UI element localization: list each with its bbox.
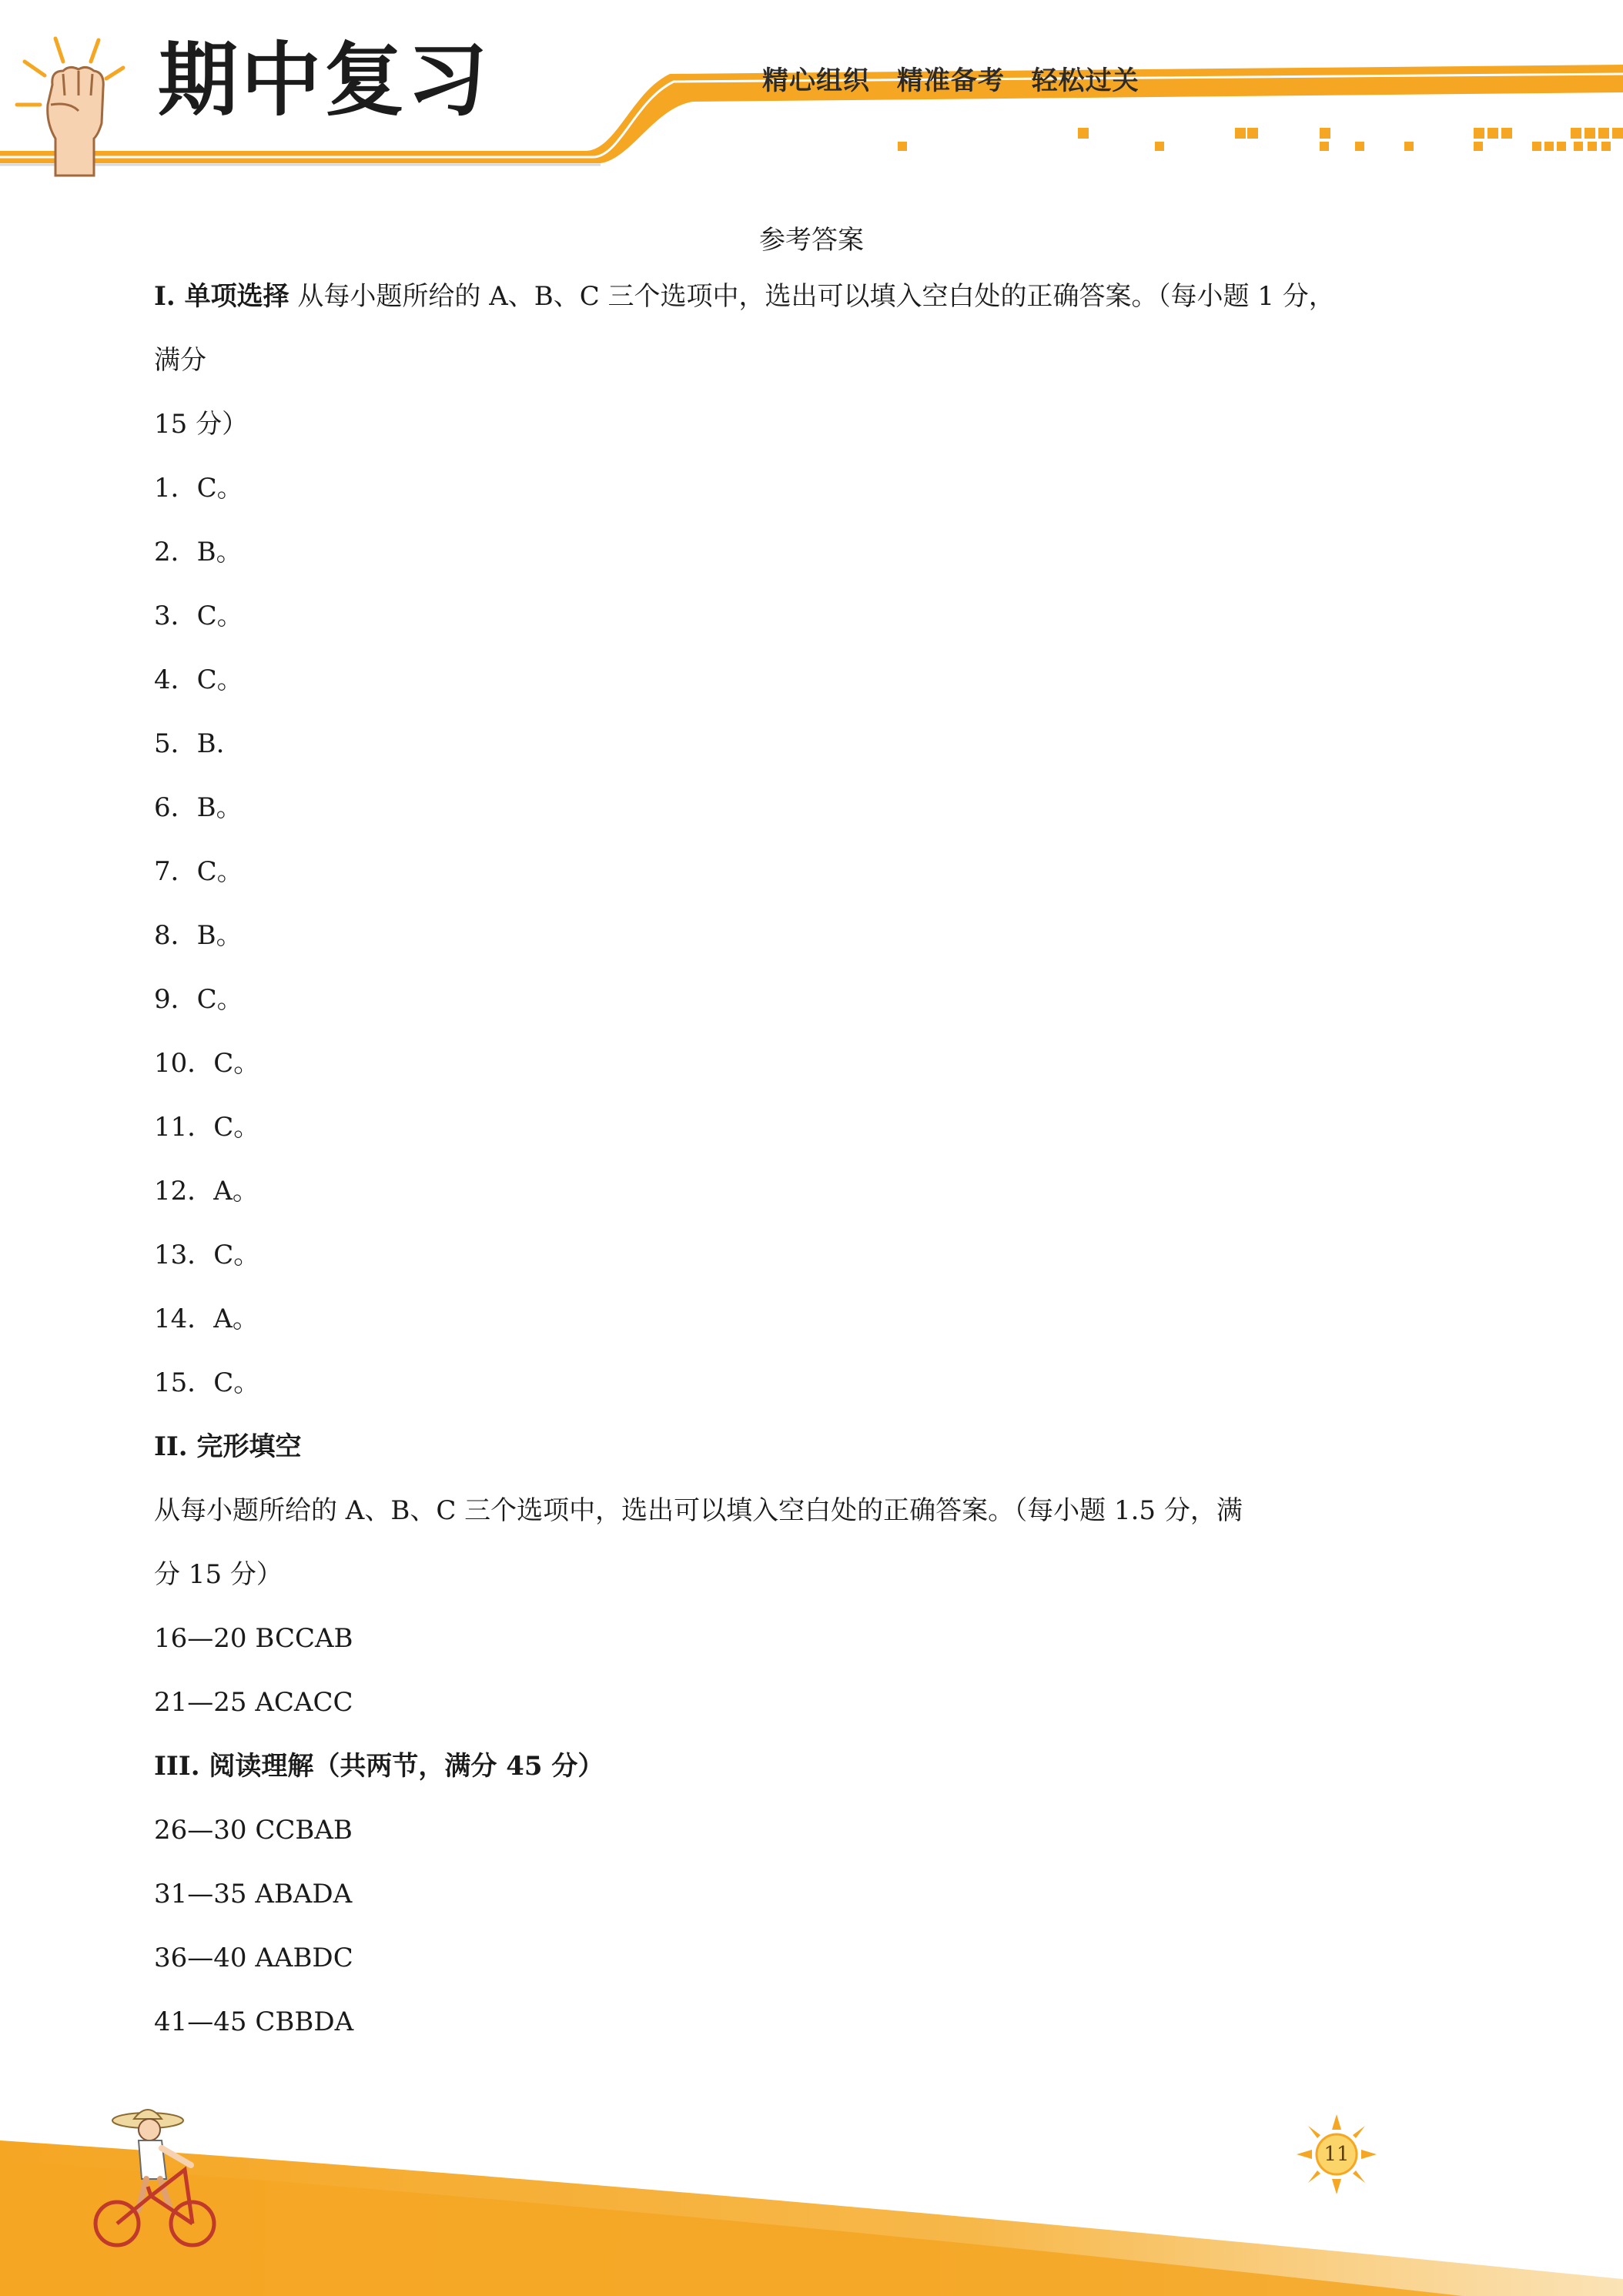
answer-item: 1．C。	[154, 473, 243, 504]
section-1-instruction-line-3: 15 分）	[154, 409, 249, 440]
answer-item: 7．C。	[154, 856, 243, 887]
answer-group: 41—45 CBBDA	[154, 2006, 354, 2037]
answer-item: 12．A。	[154, 1176, 259, 1207]
page-header-title: 期中复习	[158, 33, 491, 127]
section-2-heading: II. 完形填空	[154, 1431, 302, 1462]
answer-item: 10．C。	[154, 1048, 260, 1079]
page-number: 11	[1323, 2143, 1350, 2166]
section-3-heading: III. 阅读理解（共两节，满分 45 分）	[154, 1751, 604, 1782]
header-slogan	[762, 65, 1156, 96]
section-2-instruction-line-2: 分 15 分）	[154, 1559, 283, 1590]
answer-item: 13．C。	[154, 1240, 260, 1270]
section-1-header-line	[154, 283, 1335, 310]
answer-group: 16—20 BCCAB	[154, 1623, 353, 1654]
answer-item: 9．C。	[154, 984, 243, 1015]
section-1-heading: I. 单项选择	[154, 281, 289, 312]
answer-group: 31—35 ABADA	[154, 1879, 353, 1909]
section-1-instruction-line-2: 满分	[154, 345, 206, 376]
section-1-instruction-line-1: 从每小题所给的 A、B、C 三个选项中，选出可以填入空白处的正确答案。（每小题 1 分，	[297, 281, 1335, 312]
document-title: 参考答案	[759, 225, 864, 256]
answer-item: 8．B。	[154, 920, 243, 951]
answer-item: 5．B.	[154, 728, 225, 759]
footer-banner	[0, 2094, 1623, 2296]
answer-group: 26—30 CCBAB	[154, 1815, 353, 1846]
header-banner	[0, 0, 1623, 185]
answer-item: 11．C。	[154, 1112, 260, 1143]
answer-item: 2．B。	[154, 537, 243, 567]
answer-group: 36—40 AABDC	[154, 1943, 353, 1973]
answer-item: 6．B。	[154, 792, 243, 823]
raised-fist-icon	[8, 31, 139, 177]
section-2-instruction-line-1: 从每小题所给的 A、B、C 三个选项中，选出可以填入空白处的正确答案。（每小题 1.5 分，满	[154, 1495, 1243, 1526]
answer-item: 15．C。	[154, 1367, 260, 1398]
slogan-part-1: 精心组织	[762, 65, 870, 96]
slogan-part-2: 精准备考	[896, 65, 1005, 96]
answer-item: 3．C。	[154, 601, 243, 631]
slogan-part-3: 轻松过关	[1031, 65, 1139, 96]
answer-item: 14．A。	[154, 1304, 259, 1334]
answer-item: 4．C。	[154, 664, 243, 695]
cyclist-icon	[77, 2094, 231, 2248]
answer-group: 21—25 ACACC	[154, 1687, 353, 1718]
